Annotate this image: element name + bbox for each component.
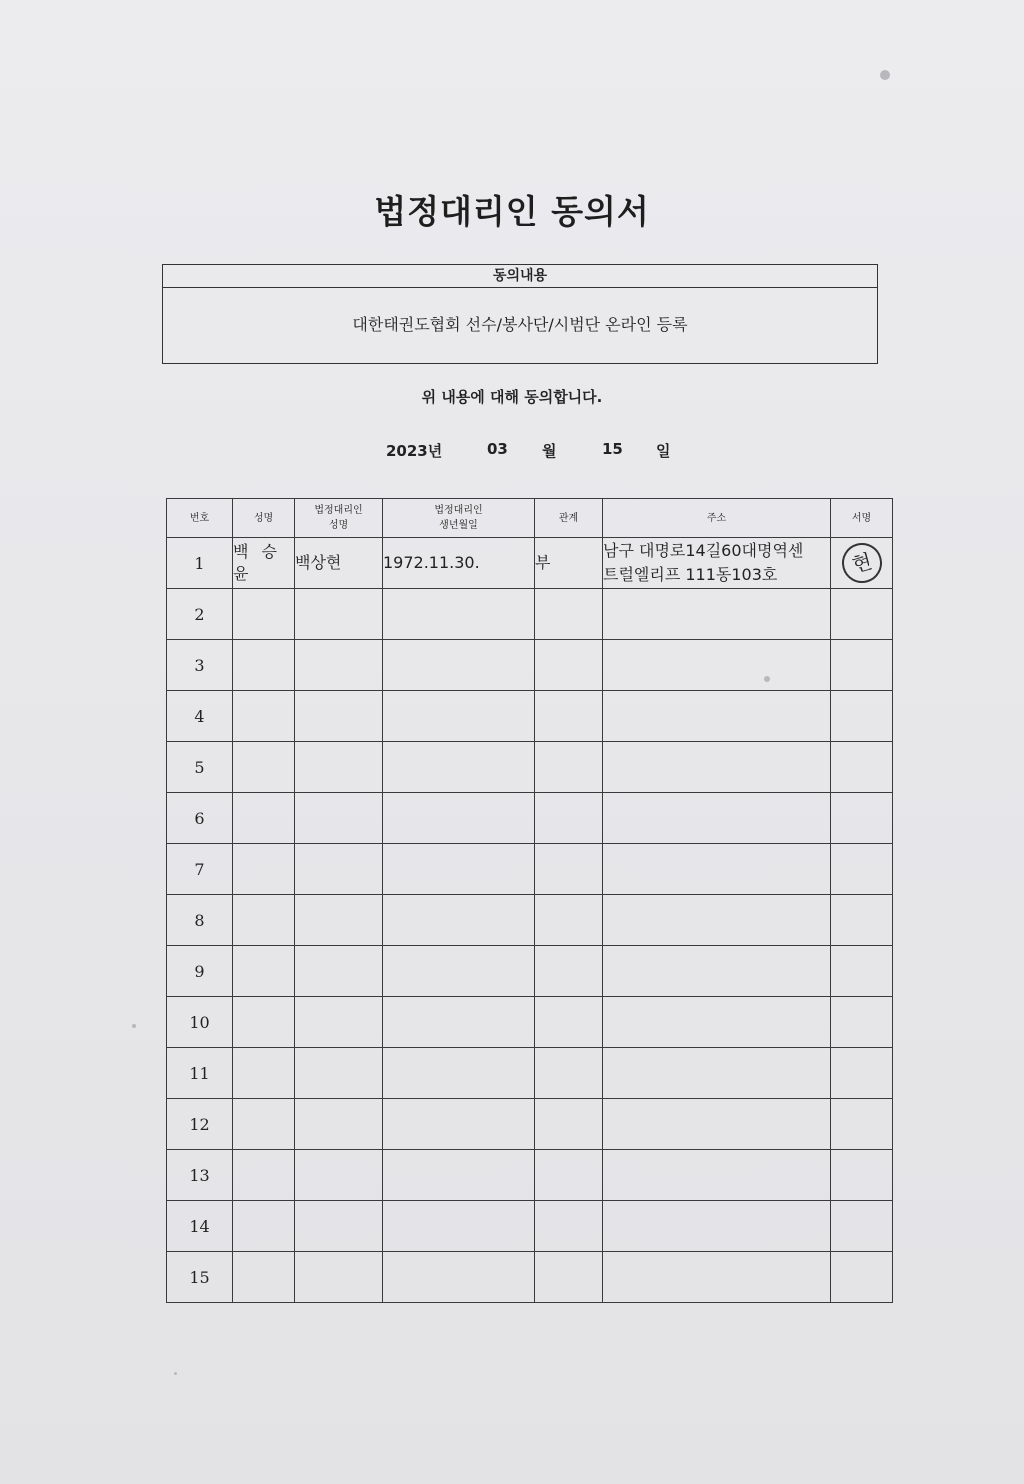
empty-cell (603, 1048, 831, 1099)
empty-cell (383, 691, 535, 742)
row-number: 7 (167, 844, 233, 895)
signature-cell (831, 538, 893, 589)
empty-cell (603, 691, 831, 742)
header-relation: 관계 (535, 499, 603, 538)
table-row (167, 589, 893, 640)
empty-cell (383, 1048, 535, 1099)
table-row (167, 895, 893, 946)
empty-cell (603, 1252, 831, 1303)
empty-cell (233, 691, 295, 742)
row-number: 10 (167, 997, 233, 1048)
empty-cell (383, 589, 535, 640)
empty-cell (603, 589, 831, 640)
empty-cell (831, 1252, 893, 1303)
signature-seal: 현 (837, 539, 886, 588)
empty-cell (295, 844, 383, 895)
empty-cell (233, 1099, 295, 1150)
empty-cell (383, 997, 535, 1048)
row-number: 14 (167, 1201, 233, 1252)
table-row (167, 538, 893, 589)
date-day: 15 (602, 440, 623, 458)
agree-statement: 위 내용에 대해 동의합니다. (421, 388, 603, 406)
empty-cell (831, 691, 893, 742)
empty-cell (831, 1150, 893, 1201)
table-row (167, 640, 893, 691)
table-row (167, 1099, 893, 1150)
empty-cell (535, 589, 603, 640)
row-number: 8 (167, 895, 233, 946)
empty-cell (295, 1252, 383, 1303)
row-number: 2 (167, 589, 233, 640)
empty-cell (603, 1150, 831, 1201)
empty-cell (295, 1099, 383, 1150)
empty-cell (383, 1099, 535, 1150)
row-number: 12 (167, 1099, 233, 1150)
empty-cell (831, 997, 893, 1048)
empty-cell (603, 844, 831, 895)
consent-content-box (162, 264, 878, 364)
empty-cell (233, 589, 295, 640)
consent-text: 대한태권도협회 선수/봉사단/시범단 온라인 등록 (352, 315, 688, 334)
empty-cell (535, 1099, 603, 1150)
row-number: 3 (167, 640, 233, 691)
relation: 부 (535, 538, 603, 589)
empty-cell (383, 742, 535, 793)
empty-cell (831, 895, 893, 946)
empty-cell (603, 742, 831, 793)
empty-cell (295, 793, 383, 844)
table-row (167, 1048, 893, 1099)
header-address: 주소 (603, 499, 831, 538)
empty-cell (383, 1150, 535, 1201)
empty-cell (295, 742, 383, 793)
header-signature: 서명 (831, 499, 893, 538)
empty-cell (603, 640, 831, 691)
empty-cell (535, 640, 603, 691)
header-name: 성명 (233, 499, 295, 538)
consent-header: 동의내용 (163, 265, 877, 288)
empty-cell (535, 997, 603, 1048)
empty-cell (383, 1252, 535, 1303)
empty-cell (233, 997, 295, 1048)
table-row (167, 997, 893, 1048)
empty-cell (233, 640, 295, 691)
header-number: 번호 (167, 499, 233, 538)
empty-cell (535, 691, 603, 742)
empty-cell (831, 1201, 893, 1252)
header-guardian-name: 법정대리인 성명 (295, 499, 383, 538)
empty-cell (535, 742, 603, 793)
empty-cell (603, 895, 831, 946)
child-name: 백 승 윤 (233, 538, 295, 589)
empty-cell (603, 1099, 831, 1150)
header-guardian-birth: 법정대리인 생년월일 (383, 499, 535, 538)
empty-cell (233, 1201, 295, 1252)
empty-cell (831, 589, 893, 640)
table-row (167, 1150, 893, 1201)
table-row (167, 946, 893, 997)
date-month: 03 (487, 440, 508, 458)
empty-cell (603, 1201, 831, 1252)
empty-cell (383, 946, 535, 997)
row-number: 9 (167, 946, 233, 997)
empty-cell (535, 1201, 603, 1252)
empty-cell (295, 1150, 383, 1201)
row-number: 4 (167, 691, 233, 742)
row-number: 13 (167, 1150, 233, 1201)
row-number: 6 (167, 793, 233, 844)
document-title: 법정대리인 동의서 (374, 192, 650, 231)
empty-cell (535, 844, 603, 895)
paper-speck (880, 70, 890, 80)
empty-cell (831, 844, 893, 895)
date-day-unit: 일 (656, 442, 671, 460)
empty-cell (233, 1048, 295, 1099)
empty-cell (295, 895, 383, 946)
empty-cell (295, 1201, 383, 1252)
paper-speck (132, 1024, 136, 1028)
empty-cell (831, 1099, 893, 1150)
empty-cell (831, 793, 893, 844)
empty-cell (535, 946, 603, 997)
empty-cell (295, 640, 383, 691)
row-number: 11 (167, 1048, 233, 1099)
empty-cell (295, 691, 383, 742)
registration-table (166, 498, 893, 1303)
empty-cell (383, 640, 535, 691)
empty-cell (831, 742, 893, 793)
table-row (167, 793, 893, 844)
table-row (167, 1252, 893, 1303)
empty-cell (383, 1201, 535, 1252)
empty-cell (535, 1048, 603, 1099)
empty-cell (295, 1048, 383, 1099)
guardian-birth: 1972.11.30. (383, 538, 535, 589)
empty-cell (233, 742, 295, 793)
row-number: 1 (167, 538, 233, 589)
empty-cell (535, 895, 603, 946)
paper-speck (174, 1372, 177, 1375)
empty-cell (233, 946, 295, 997)
empty-cell (831, 946, 893, 997)
empty-cell (383, 793, 535, 844)
empty-cell (535, 793, 603, 844)
date-month-unit: 월 (542, 442, 557, 460)
empty-cell (383, 895, 535, 946)
empty-cell (831, 1048, 893, 1099)
row-number: 5 (167, 742, 233, 793)
date-year: 2023년 (386, 442, 443, 460)
empty-cell (383, 844, 535, 895)
empty-cell (535, 1252, 603, 1303)
guardian-name: 백상현 (295, 538, 383, 589)
empty-cell (233, 895, 295, 946)
empty-cell (831, 640, 893, 691)
table-row (167, 742, 893, 793)
empty-cell (535, 1150, 603, 1201)
empty-cell (233, 844, 295, 895)
table-row (167, 1201, 893, 1252)
table-row (167, 691, 893, 742)
empty-cell (603, 997, 831, 1048)
empty-cell (603, 793, 831, 844)
row-number: 15 (167, 1252, 233, 1303)
empty-cell (603, 946, 831, 997)
empty-cell (295, 589, 383, 640)
empty-cell (233, 1150, 295, 1201)
address: 남구 대명로14길60대명역센 트럴엘리프 111동103호 (603, 538, 831, 589)
table-header-row (167, 499, 893, 538)
empty-cell (295, 997, 383, 1048)
empty-cell (295, 946, 383, 997)
empty-cell (233, 1252, 295, 1303)
table-row (167, 844, 893, 895)
empty-cell (233, 793, 295, 844)
